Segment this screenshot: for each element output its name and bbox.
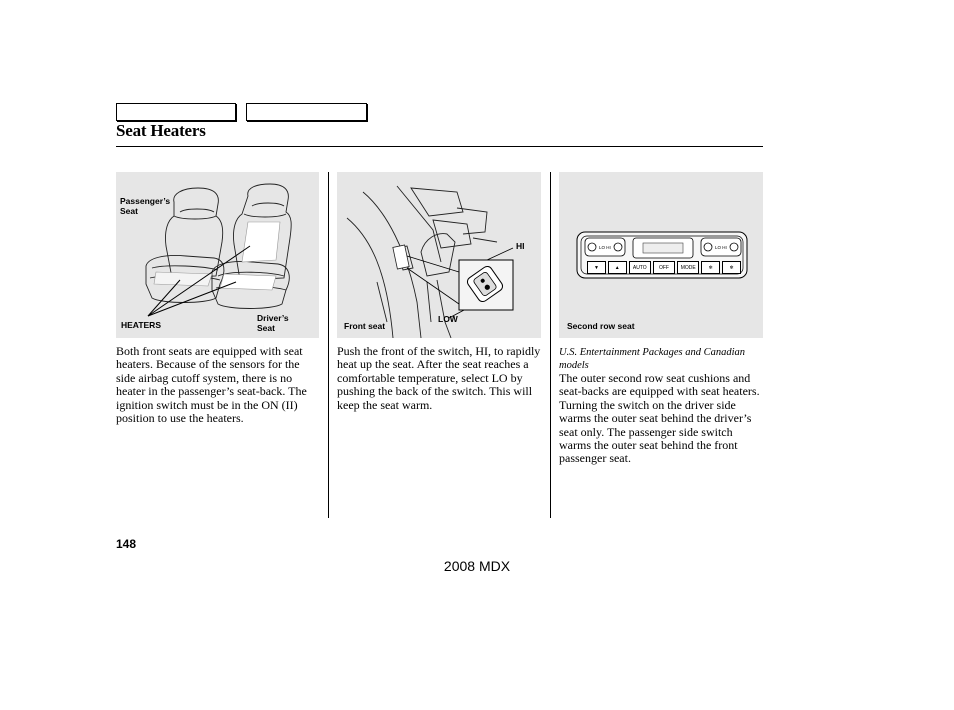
fan-up-button[interactable]: ❄ (722, 261, 741, 274)
driver-seat-label-1: Driver’s (257, 313, 289, 323)
models-note: U.S. Entertainment Packages and Canadian models (559, 347, 746, 371)
hi-label: HI (516, 241, 525, 251)
front-switch-figure (337, 172, 541, 338)
rear-panel-figure (559, 172, 763, 338)
temp-down-button[interactable]: ▼ (587, 261, 606, 274)
title-divider (116, 146, 763, 147)
temp-up-button[interactable]: ▲ (608, 261, 627, 274)
model-footer: 2008 MDX (443, 558, 511, 574)
column-1-text: Both front seats are equipped with seat heaters. Because of the sensors for the side airbag cutoff system, there is no heater in the passenger’s seat-back. The ignition switch must be in the ON (II) position to use the heaters. (116, 344, 307, 426)
fan-down-button[interactable]: ❄ (701, 261, 720, 274)
svg-text:LO HI: LO HI (715, 245, 727, 250)
low-label: LOW (438, 314, 458, 324)
rear-climate-panel-illustration (559, 172, 763, 338)
passenger-seat-label-2: Seat (120, 206, 138, 216)
page-number: 148 (116, 537, 137, 551)
nav-tab-1[interactable] (116, 103, 236, 121)
column-3-text: The outer second row seat cushions and seat-backs are equipped with seat heaters. Turning the switch on the driver side warms the outer seat behind the driver’s seat only. The passenger side switch warms the outer seat behind the front passenger seat. (559, 371, 760, 466)
nav-tab-2[interactable] (246, 103, 367, 121)
rear-panel-buttons (587, 261, 741, 274)
second-row-seat-caption: Second row seat (567, 321, 635, 331)
front-seat-caption: Front seat (344, 321, 386, 331)
auto-button[interactable]: AUTO (629, 261, 651, 274)
passenger-seat-label-1: Passenger’s (120, 196, 171, 206)
column-3 (559, 346, 764, 466)
off-button[interactable]: OFF (653, 261, 675, 274)
svg-text:LO HI: LO HI (599, 245, 611, 250)
column-divider-1 (328, 172, 329, 518)
front-seats-figure (116, 172, 319, 338)
mode-button[interactable]: MODE (677, 261, 699, 274)
column-divider-2 (550, 172, 551, 518)
page-title: Seat Heaters (116, 121, 206, 140)
driver-seat-label-2: Seat (257, 323, 275, 333)
heaters-label: HEATERS (121, 320, 161, 330)
column-2-text: Push the front of the switch, HI, to rapidly heat up the seat. After the seat reaches a comfortable temperature, select LO by pushing the back of the switch. This will keep the seat warm. (337, 344, 541, 412)
